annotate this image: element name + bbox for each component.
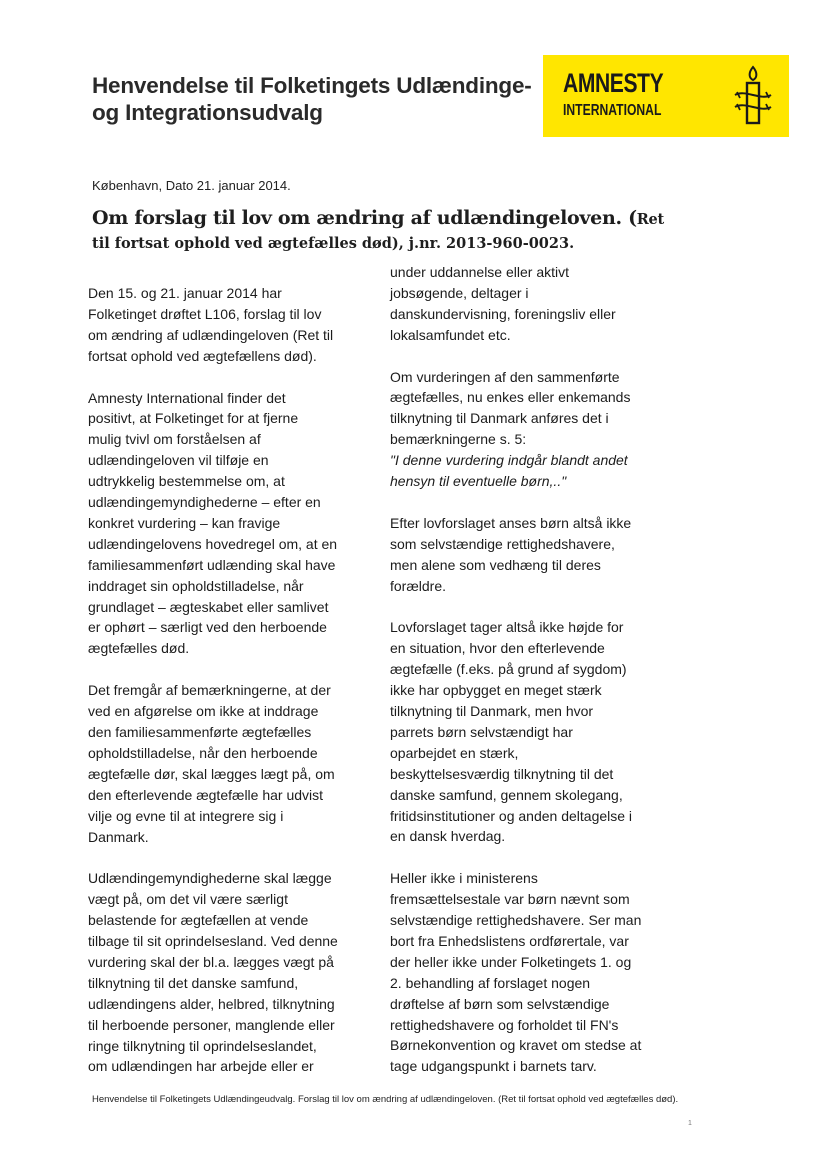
logo-text-amnesty: AMNESTY [563, 68, 664, 98]
text-line: Heller ikke i ministerens [390, 870, 538, 887]
heading-line-2: til fortsat ophold ved ægtefælles død), j.nr. 2013-960-0023. [92, 235, 575, 252]
text-line: Efter lovforslaget anses børn altså ikke [390, 514, 632, 531]
quote [390, 450, 660, 492]
text-line: Det fremgår af bemærkningerne, at der [88, 682, 331, 699]
logo-text-international: INTERNATIONAL [563, 102, 662, 119]
text-line: bemærkningerne s. 5: [390, 431, 527, 448]
text-line: udlændingemyndighederne – efter en [88, 494, 321, 511]
text-line: drøftelse af børn som selvstændige [390, 995, 610, 1012]
text-line: ægtefælles død. [88, 640, 190, 657]
text-line: der heller ikke under Folketingets 1. og [390, 953, 632, 970]
heading-line-1-small: Ret [636, 211, 664, 228]
text-line: danskundervisning, foreningsliv eller [390, 305, 616, 322]
text-line: den efterlevende ægtefælle har udvist [88, 786, 324, 803]
text-line: om ændring af udlændingeloven (Ret til [88, 326, 334, 343]
text-line: fritidsinstitutioner og anden deltagelse i [390, 807, 633, 824]
paragraph [390, 513, 660, 597]
amnesty-logo [543, 55, 789, 137]
text-line: udlændingelovens hovedregel om, at en [88, 535, 338, 552]
text-line: beskyttelsesværdig tilknytning til det [390, 765, 614, 782]
text-line: tilknytning til det danske samfund, [88, 974, 299, 991]
paragraph [390, 262, 660, 346]
text-line: udlændingeloven vil tilføje en [88, 452, 269, 469]
text-line: Om vurderingen af den sammenførte [390, 368, 620, 385]
text-line: den familiesammenførte ægtefælles [88, 724, 312, 740]
text-line: Børnekonvention og kravet om stedse at [390, 1037, 642, 1054]
text-line: hensyn til eventuelle børn,.." [390, 473, 567, 490]
text-line: danske samfund, gennem skolegang, [390, 786, 623, 803]
text-line: til herboende personer, manglende eller [88, 1016, 335, 1033]
text-line: Den 15. og 21. januar 2014 har [88, 285, 282, 301]
text-line: om udlændingen har arbejde eller er [88, 1058, 314, 1075]
text-line: vurdering skal der bl.a. lægges vægt på [88, 953, 334, 970]
paragraph [390, 617, 660, 847]
text-line: ægtefælle dør, skal lægges lægt på, om [88, 765, 335, 782]
text-line: ringe tilknytning til oprindelseslandet, [88, 1037, 317, 1054]
page-footer: Henvendelse til Folketingets Udlændingeudvalg. Forslag til lov om ændring af udlændingeloven. (Ret til fortsat ophold ved ægtefælles død). [92, 1094, 679, 1105]
text-line: vilje og evne til at integrere sig i [88, 807, 284, 824]
paragraph [88, 680, 353, 847]
text-line: inddraget sin opholdstilladelse, når [88, 577, 304, 594]
paragraph [88, 283, 353, 367]
section-heading [92, 205, 664, 255]
text-line: bort fra Enhedslistens ordførertale, var [390, 932, 629, 949]
text-line: fortsat ophold ved ægtefællens død). [88, 347, 317, 364]
text-line: familiesammenført udlænding skal have [88, 556, 336, 573]
text-line: forældre. [390, 577, 447, 594]
title-line-1: Henvendelse til Folketingets Udlændinge- [92, 73, 532, 98]
text-line: ægtefælles, nu enkes eller enkemands [390, 389, 631, 406]
right-column [390, 262, 660, 1077]
text-line: under uddannelse eller aktivt [390, 264, 570, 280]
date-line: København, Dato 21. januar 2014. [92, 178, 291, 193]
text-line: belastende for ægtefællen at vende [88, 912, 309, 929]
text-line: Folketinget drøftet L106, forslag til lov [88, 305, 322, 322]
text-line: tilknytning til Danmark anføres det i [390, 410, 609, 427]
text-line: ved en afgørelse om ikke at inddrage [88, 703, 319, 720]
heading-line-1-main: Om forslag til lov om ændring af udlændingeloven. ( [92, 207, 637, 229]
text-line: en dansk hverdag. [390, 828, 506, 845]
left-column [88, 283, 353, 1077]
text-line: tilbage til sit oprindelsesland. Ved denne [88, 933, 338, 950]
text-line: som selvstændige rettighedshavere, [390, 535, 615, 552]
text-line: opholdstilladelse, når den herboende [88, 744, 318, 761]
text-line: tilknytning til Danmark, men hvor [390, 702, 594, 719]
paragraph [88, 388, 353, 660]
text-line: udlændingens alder, helbred, tilknytning [88, 995, 335, 1012]
text-line: konkret vurdering – kan fravige [88, 514, 281, 531]
title-line-2: og Integrationsudvalg [92, 100, 323, 125]
paragraph [390, 367, 660, 451]
document-title [92, 72, 552, 126]
text-line: rettighedshavere og forholdet til FN's [390, 1016, 619, 1033]
text-line: lokalsamfundet etc. [390, 326, 511, 343]
text-line: Lovforslaget tager altså ikke højde for [390, 619, 624, 636]
candle-barbed-wire-icon [731, 65, 775, 127]
text-line: selvstændige rettighedshavere. Ser man [390, 912, 642, 929]
text-line: Amnesty International finder det [88, 389, 286, 406]
text-line: jobsøgende, deltager i [390, 284, 529, 301]
paragraph [88, 868, 353, 1077]
text-line: men alene som vedhæng til deres [390, 556, 601, 573]
text-line: fremsættelsestale var børn nævnt som [390, 891, 630, 908]
text-line: positivt, at Folketinget for at fjerne [88, 410, 299, 427]
text-line: udtrykkelig bestemmelse om, at [88, 473, 285, 490]
text-line: vægt på, om det vil være særligt [88, 891, 288, 908]
text-line: 2. behandling af forslaget nogen [390, 974, 591, 991]
text-line: parrets børn selvstændigt har [390, 723, 573, 740]
page-number: 1 [688, 1120, 692, 1127]
text-line: ægtefælle (f.eks. på grund af sygdom) [390, 661, 627, 678]
text-line: en situation, hvor den efterlevende [390, 640, 605, 657]
text-line: er ophørt – særligt ved den herboende [88, 619, 327, 636]
text-line: Udlændingemyndighederne skal lægge [88, 870, 332, 887]
text-line: tage udgangspunkt i barnets tarv. [390, 1058, 597, 1075]
text-line: ikke har opbygget en meget stærk [390, 682, 602, 699]
text-line: "I denne vurdering indgår blandt andet [390, 452, 628, 469]
heading-line-1 [92, 205, 664, 233]
paragraph [390, 868, 660, 1077]
text-line: mulig tvivl om forståelsen af [88, 431, 261, 448]
text-line: Danmark. [88, 828, 149, 845]
text-line: oparbejdet en stærk, [390, 744, 519, 761]
text-line: grundlaget – ægteskabet eller samlivet [88, 598, 329, 615]
